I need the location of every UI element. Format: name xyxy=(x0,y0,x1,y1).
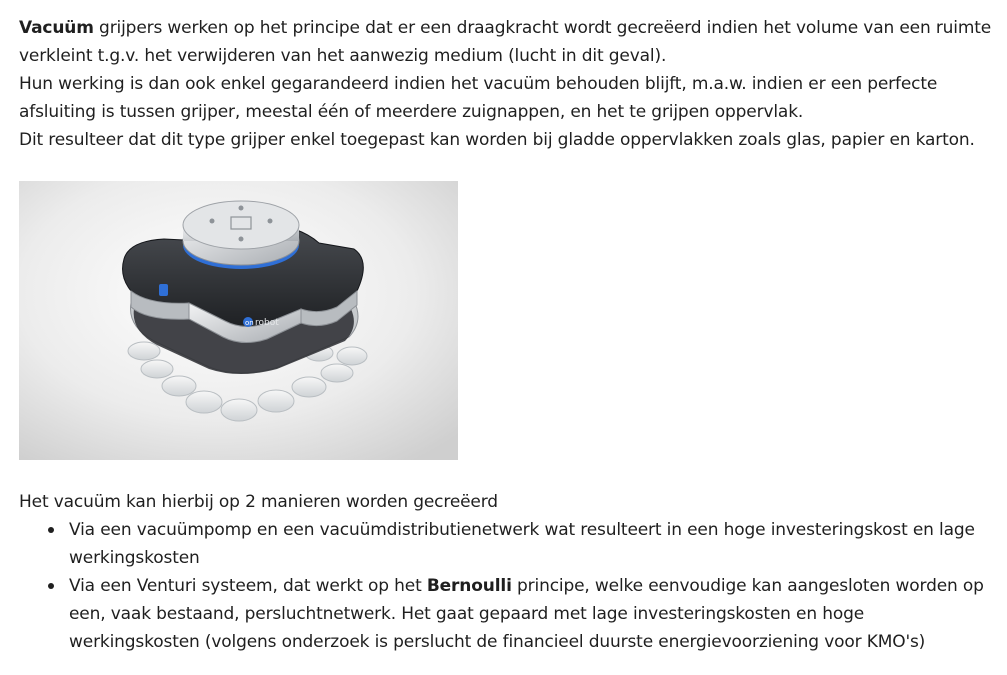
bernoulli-term: Bernoulli xyxy=(426,576,512,596)
intro-paragraph-3: Dit resulteer dat dit type grijper enkel toegepast kan worden bij gladde oppervlakken zoals glas, papier en karton. xyxy=(19,130,975,150)
bullet-icon xyxy=(48,527,54,533)
list-item xyxy=(69,516,994,572)
intro-paragraph-2: Hun werking is dan ook enkel gegarandeerd indien het vacuüm behouden blijft, m.a.w. indien er een perfecte afsluiting is tussen grijper, meestal één of meerdere zuignappen, en het te grijpen oppervlak. xyxy=(19,74,938,122)
methods-heading: Het vacuüm kan hierbij op 2 manieren worden gecreëerd xyxy=(19,492,498,512)
method-1-text: Via een vacuümpomp en een vacuümdistributienetwerk wat resulteert in een hoge investeringskost en lage werkingskosten xyxy=(69,520,975,568)
logo-text: robot xyxy=(255,318,279,328)
methods-section xyxy=(19,488,994,656)
bullet-icon xyxy=(48,583,54,589)
vacuum-gripper-image xyxy=(19,181,458,460)
svg-text:on: on xyxy=(245,319,254,327)
method-2-text-before: Via een Venturi systeem, dat werkt op het xyxy=(69,576,427,596)
onrobot-logo-icon xyxy=(243,317,279,328)
methods-list xyxy=(19,516,994,656)
list-item xyxy=(69,572,994,656)
vacuum-term: Vacuüm xyxy=(19,18,94,38)
intro-text-1: grijpers werken op het principe dat er een draagkracht wordt gecreëerd indien het volume van een ruimte verkleint t.g.v. het verwijderen van het aanwezig medium (lucht in dit geval). xyxy=(19,18,992,66)
intro-section xyxy=(19,14,994,154)
intro-paragraph-1 xyxy=(19,14,994,70)
method-2-text-after: principe, welke eenvoudige kan aangesloten worden op een, vaak bestaand, persluchtnetwerk. Het gaat gepaard met lage investeringskosten en hoge werkingskosten (volgens onderzoek is perslucht de financieel duurste energievoorziening voor KMO's) xyxy=(69,576,984,652)
